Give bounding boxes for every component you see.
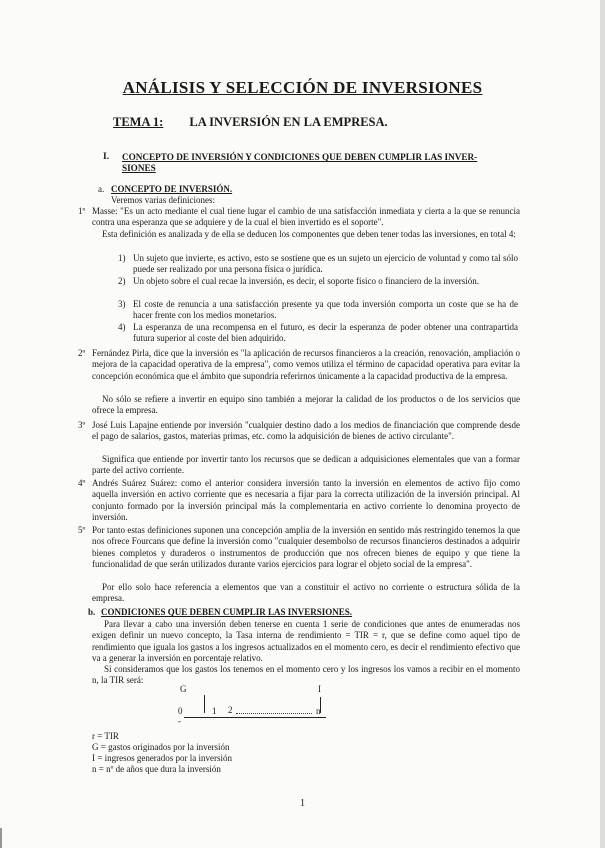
definition-number: 5º [78, 525, 86, 535]
page-number: 1 [300, 798, 305, 809]
legend-item: I = ingresos generados por la inversión [92, 753, 233, 763]
definition-text: Andrés Suárez Suárez: como el anterior considera inversión tanto la inversión en elementos de activo fijo como aquella inversión en activo corriente que es necesaria a fijar para la correcta utilización de la inversión principal. Al conjunto formado por la inversión principal más la complementaria en activo corriente lo denomina proyecto de inversión. [92, 478, 520, 522]
definition-number: 4º [78, 478, 86, 488]
definition-number: 3º [78, 420, 86, 430]
definition-number: 2º [78, 348, 86, 358]
diagram-dotted-line [236, 713, 312, 714]
section-heading-line2: SIONES [122, 163, 156, 173]
list-item-text: Un objeto sobre el cual recae la inversión, es decir, el soporte físico o financiero de la inversión. [133, 276, 480, 286]
diagram-tick [204, 695, 205, 713]
list-item-number: 1) [118, 253, 126, 263]
subsection-a-label: a. [98, 184, 105, 194]
tema-heading [113, 115, 388, 130]
definition-text-2: Significa que entiende por invertir tanto los recursos que se dedican a adquisiciones elementales que van a formar parte del activo corriente. [92, 454, 520, 476]
definition-text-2: Por ello solo hace referencia a elementos que van a constituir el activo no corriente o estructura sólida de la empresa. [92, 582, 520, 604]
definition-number: 1º [78, 206, 86, 216]
scan-edge-mark [0, 828, 2, 848]
list-item-number: 4) [118, 322, 126, 332]
diagram-minus-sign: - [178, 716, 181, 726]
section-number: I. [103, 152, 110, 162]
definition-text: Masse: "Es un acto mediante el cual tiene lugar el cambio de una satisfacción inmediata y cierta a la que se renuncia contra una esperanza que se adquiere y de la cual el bien invertido es el soporte". [92, 206, 520, 228]
legend-item: n = nº de años que dura la inversión [92, 764, 221, 774]
subsection-a-title: CONCEPTO DE INVERSIÓN. [111, 184, 233, 194]
intro-text: Veremos varias definiciones: [111, 195, 215, 205]
conditions-text: Para llevar a cabo una inversión deben tenerse en cuenta 1 serie de condiciones que antes de enumeradas nos exigen definir un nuevo concepto, la Tasa interna de rendimiento = TIR = r, que se define como aquel tipo de rendimiento que iguala los gastos a los ingresos actualizados en el momento cero, es decir el rendimiento efectivo que va a generar la inversión en porcentaje relativo. [92, 619, 520, 663]
tema-label: TEMA 1: [113, 115, 164, 129]
diagram-one-label: 1 [212, 706, 217, 716]
list-item-text: La esperanza de una recompensa en el futuro, es decir la esperanza de poder obtener una contrapartida futura superior al coste del bien adquirido. [133, 322, 518, 344]
list-item-number: 2) [118, 276, 126, 286]
diagram-g-label: G [180, 684, 187, 694]
definition-text: Por tanto estas definiciones suponen una concepción amplia de la inversión en sentido más restringido tenemos la que nos ofrece Fourcans que define la inversión como "cualquier desembolso de recursos financieros destinados a adquirir bienes completos y duraderos o instrumentos de producción que nos ofrecen bienes de equipo y que tiene la funcionalidad de que serán utilizados durante varios ejercicios para lograr el objeto social de la empresa". [92, 525, 520, 569]
conditions-text-2: Si consideramos que los gastos los tenemos en el momento cero y los ingresos los vamos a recibir en el momento n, la TIR será: [92, 664, 520, 686]
list-item-text: Un sujeto que invierte, es activo, esto se sostiene que es un sujeto un ejercicio de voluntad y como tal sólo puede ser realizado por una persona física o jurídica. [133, 253, 518, 275]
list-item-number: 3) [118, 299, 126, 309]
definition-text: Fernández Pirla, dice que la inversión es "la aplicación de recursos financieros a la creación, renovación, ampliación o mejora de la capacidad operativa de la empresa", como vemos utiliza el término de capacidad operativa para evitar la concepción económica que el ámbito que supondría referirnos únicamente a la capacidad productiva de la empresa. [92, 348, 520, 381]
definition-text: José Luis Lapajne entiende por inversión "cualquier destino dado a los medios de financiación que comprende desde el pago de salarios, gastos, materias primas, etc. como la adquisición de bienes de activo circulante". [92, 420, 520, 442]
subsection-b-title: CONDICIONES QUE DEBEN CUMPLIR LAS INVERSIONES. [101, 607, 353, 617]
diagram-n-label: n [316, 706, 321, 716]
legend-item: r = TIR [92, 731, 119, 741]
definition-text-2: No sólo se refiere a invertir en equipo sino también a mejorar la calidad de los productos o de los servicios que ofrece la empresa. [92, 394, 520, 416]
subsection-b-label: b. [88, 607, 96, 617]
section-heading-line1: CONCEPTO DE INVERSIÓN Y CONDICIONES QUE DEBEN CUMPLIR LAS INVER- [122, 152, 478, 162]
tema-text: LA INVERSIÓN EN LA EMPRESA. [189, 115, 388, 129]
diagram-time-axis [184, 717, 326, 718]
document-title: ANÁLISIS Y SELECCIÓN DE INVERSIONES [122, 78, 483, 97]
diagram-i-label: I [318, 684, 321, 694]
list-item-text: El coste de renuncia a una satisfacción presente ya que toda inversión comporta un coste que se ha de hacer frente con los medios monetarios. [133, 299, 518, 321]
diagram-two-label: 2 [228, 705, 233, 715]
diagram-zero-label: 0 [178, 706, 183, 716]
definition-text-2: Esta definición es analizada y de ella se deducen los componentes que deben tener todas las inversiones, en total 4: [102, 229, 516, 239]
legend-item: G = gastos originados por la inversión [92, 742, 230, 752]
scan-edge-shadow [600, 0, 605, 848]
